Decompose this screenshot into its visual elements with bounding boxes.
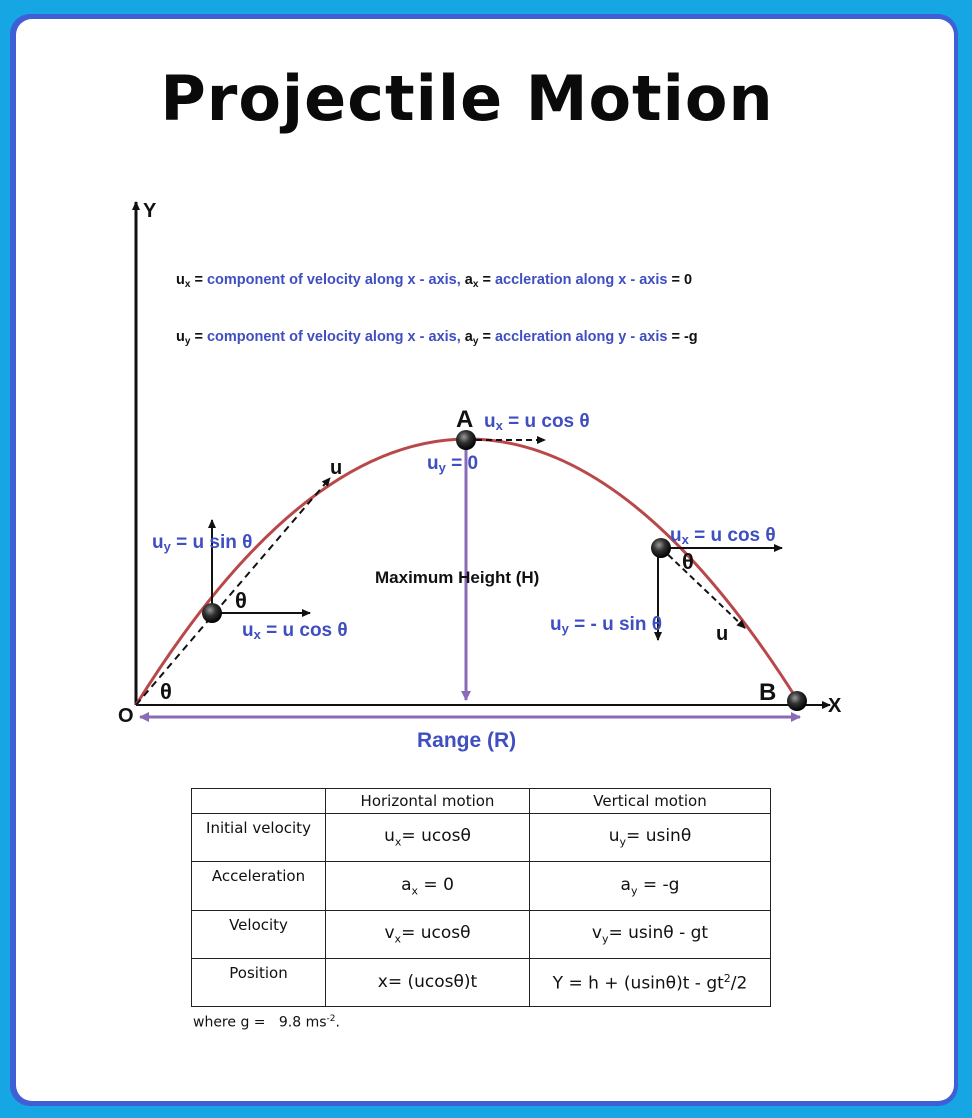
legend-line-2: $u_y$ = component of velocity along x - axis, $a_y$ = accleration along y - axis = -g [176,329,698,347]
left-uy-label: uy = u sin θ [152,532,253,554]
table-header-cell: Horizontal motion [326,789,530,814]
apex-ux-label: ux = u cos θ [484,411,590,433]
range-label: Range (R) [417,729,517,752]
gravity-note: where g = 9.8 $ms^{-2}$. [193,1014,340,1031]
right-uy-label: uy = - u sin θ [550,614,662,636]
page-title: Projectile Motion [160,62,774,135]
x-axis-label: X [828,695,842,717]
ball-landing [787,691,807,711]
table-header-cell: Vertical motion [530,789,771,814]
table-cell: $a_y = -g$ [530,862,771,910]
ball-right [651,538,671,558]
table-cell: $v_y= usin\theta$ - gt [530,910,771,958]
descent-u-label: u [716,623,729,645]
theta-origin: θ [160,679,172,704]
table-header-row [192,789,771,814]
right-ux-label: ux = u cos θ [670,525,776,547]
launch-direction-dashed [136,478,330,705]
table-cell: $a_x = 0$ [326,862,530,910]
ball-apex [456,430,476,450]
theta-left: θ [235,588,247,613]
table-cell: $u_x= ucos\theta$ [326,814,530,862]
apex-uy-label: uy = 0 [427,453,479,475]
table-header-cell [192,789,326,814]
table-cell: $v_x= ucos\theta$ [326,910,530,958]
left-ux-label: ux = u cos θ [242,620,348,642]
table-row [192,862,771,910]
equations-table [191,788,771,1007]
table-cell: $u_y= usin\theta$ [530,814,771,862]
row-label: Acceleration [192,862,326,910]
table-row [192,910,771,958]
point-a-label: A [456,406,474,433]
legend-line-1: $u_x$ = component of velocity along x - axis, $a_x$ = accleration along x - axis = 0 [176,272,693,290]
row-label: Initial velocity [192,814,326,862]
table-cell: x= (ucosθ)t [326,958,530,1006]
row-label: Velocity [192,910,326,958]
right-direction-dashed [661,548,745,628]
max-height-label: Maximum Height (H) [375,568,540,587]
point-b-label: B [759,679,777,706]
table-row [192,958,771,1006]
table-row [192,814,771,862]
ball-left [202,603,222,623]
row-label: Position [192,958,326,1006]
theta-right: θ [682,549,694,574]
launch-u-label: u [330,457,343,479]
y-axis-label: Y [143,200,157,222]
table-cell: $Y = h + (usin\theta)t - gt^2/2$ [530,958,771,1006]
origin-label: O [118,705,134,727]
